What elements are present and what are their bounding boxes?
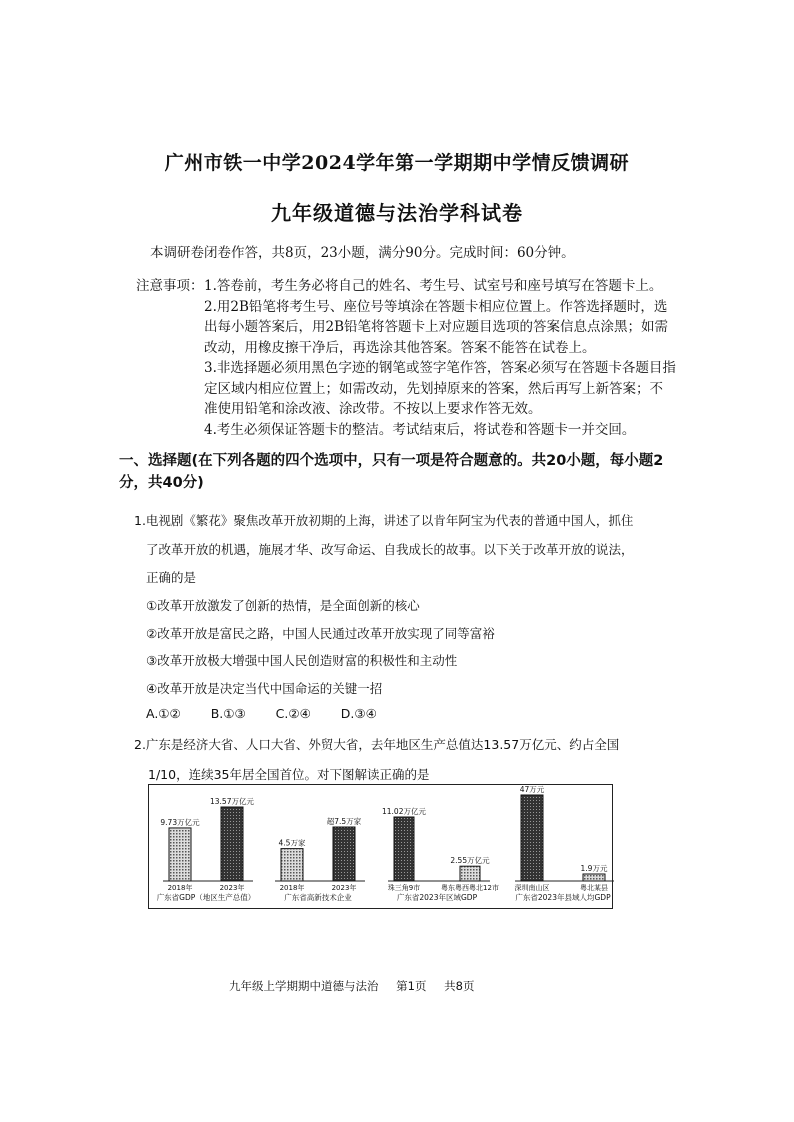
data-label: 超7.5万家 — [326, 817, 362, 826]
exam-subtitle: 九年级道德与法治学科试卷 — [271, 201, 523, 225]
section-heading: 一、选择题(在下列各题的四个选项中，只有一项是符合题意的。共20小题，每小题2分，共40分) — [119, 453, 664, 491]
notice-item: 1.答卷前，考生务必将自己的姓名、考生号、试室号和座号填写在答题卡上。 — [204, 278, 663, 294]
notice-item: 4.考生必须保证答题卡的整洁。考试结束后，将试卷和答题卡一并交回。 — [204, 421, 636, 438]
question-1-statement: ③改革开放极大增强中国人民创造财富的积极性和主动性 — [146, 653, 458, 668]
chart-bar — [583, 874, 605, 881]
data-label: 11.02万亿元 — [382, 807, 426, 816]
exam-intro: 本调研卷闭卷作答，共8页，23小题，满分90分。完成时间：60分钟。 — [150, 245, 575, 261]
category-label: 深圳南山区 — [514, 884, 550, 892]
data-label: 9.73万亿元 — [160, 817, 200, 827]
notice-item: 3.非选择题必须用黑色字迹的钢笔或签字笔作答，答案必须写在答题卡各题目指定区域内相应位置上；如需改动，先划掉原来的答案，然后再写上新答案；不准使用铅笔和涂改液、涂改带。不按以上要求作答无效。 — [204, 360, 676, 417]
choice-c: C.②④ — [275, 706, 311, 721]
choice-b: B.①③ — [210, 706, 246, 721]
data-label: 1.9万元 — [580, 864, 608, 873]
question-1-stem: 正确的是 — [146, 570, 197, 585]
page-footer — [229, 978, 488, 994]
bar-charts — [149, 785, 614, 910]
chart-bar — [221, 807, 243, 881]
category-label: 粤东粤西粤北12市 — [441, 884, 499, 892]
category-label: 珠三角9市 — [387, 884, 421, 892]
data-label: 4.5万家 — [278, 838, 306, 848]
question-1-statement: ④改革开放是决定当代中国命运的关键一招 — [146, 681, 383, 696]
question-2-stem: 1/10，连续35年居全国首位。对下图解读正确的是 — [148, 767, 430, 782]
data-label: 13.57万亿元 — [210, 797, 254, 806]
notice-lead: 注意事项： — [136, 278, 204, 294]
data-label: 2.55万亿元 — [450, 856, 490, 866]
question-1-stem: 1.电视剧《繁花》聚焦改革开放初期的上海，讲述了以肯年阿宝为代表的普通中国人，抓住 — [134, 513, 634, 528]
question-1-statement: ②改革开放是富民之路，中国人民通过改革开放实现了同等富裕 — [146, 626, 495, 641]
category-label: 2023年 — [219, 884, 245, 892]
chart-bar — [281, 849, 303, 881]
choice-d: D.③④ — [340, 706, 377, 721]
chart-xlabel: 广东省GDP（地区生产总值） — [156, 893, 256, 902]
chart-xlabel: 广东省2023年区域GDP — [396, 893, 478, 902]
question-2-stem: 2.广东是经济大省、人口大省、外贸大省，去年地区生产总值达13.57万亿元、约占全国 — [134, 737, 620, 752]
category-label: 2018年 — [167, 884, 193, 892]
chart-xlabel: 广东省高新技术企业 — [284, 893, 352, 902]
data-label: 47万元 — [519, 785, 545, 794]
chart-bar — [521, 795, 543, 881]
footer-page: 第1页 — [396, 979, 427, 993]
chart-bar — [394, 817, 414, 881]
chart-bar — [460, 866, 480, 881]
exam-title: 广州市铁一中学2024学年第一学期期中学情反馈调研 — [164, 152, 630, 174]
notice-item: 2.用2B铅笔将考生号、座位号等填涂在答题卡相应位置上。作答选择题时，选出每小题答案后，用2B铅笔将答题卡上对应题目选项的答案信息点涂黑；如需改动，用橡皮擦干净后，再选涂其他答案。答案不能答在试卷上。 — [204, 298, 669, 356]
category-label: 2023年 — [331, 884, 357, 892]
chart-bar — [333, 827, 355, 881]
category-label: 2018年 — [279, 884, 305, 892]
chart-bar — [169, 828, 191, 881]
footer-total: 共8页 — [444, 979, 475, 993]
category-label: 粤北某县 — [580, 884, 608, 892]
choice-a: A.①② — [146, 706, 181, 721]
chart-xlabel: 广东省2023年县域人均GDP — [515, 893, 611, 902]
question-1-stem: 了改革开放的机遇，施展才华、改写命运、自我成长的故事。以下关于改革开放的说法， — [146, 542, 634, 557]
question-2-figure — [148, 784, 613, 909]
notice-block — [136, 276, 676, 440]
question-1-choices — [146, 706, 403, 721]
footer-course: 九年级上学期期中道德与法治 — [229, 979, 379, 993]
question-1-statement: ①改革开放激发了创新的热情，是全面创新的核心 — [146, 598, 420, 613]
